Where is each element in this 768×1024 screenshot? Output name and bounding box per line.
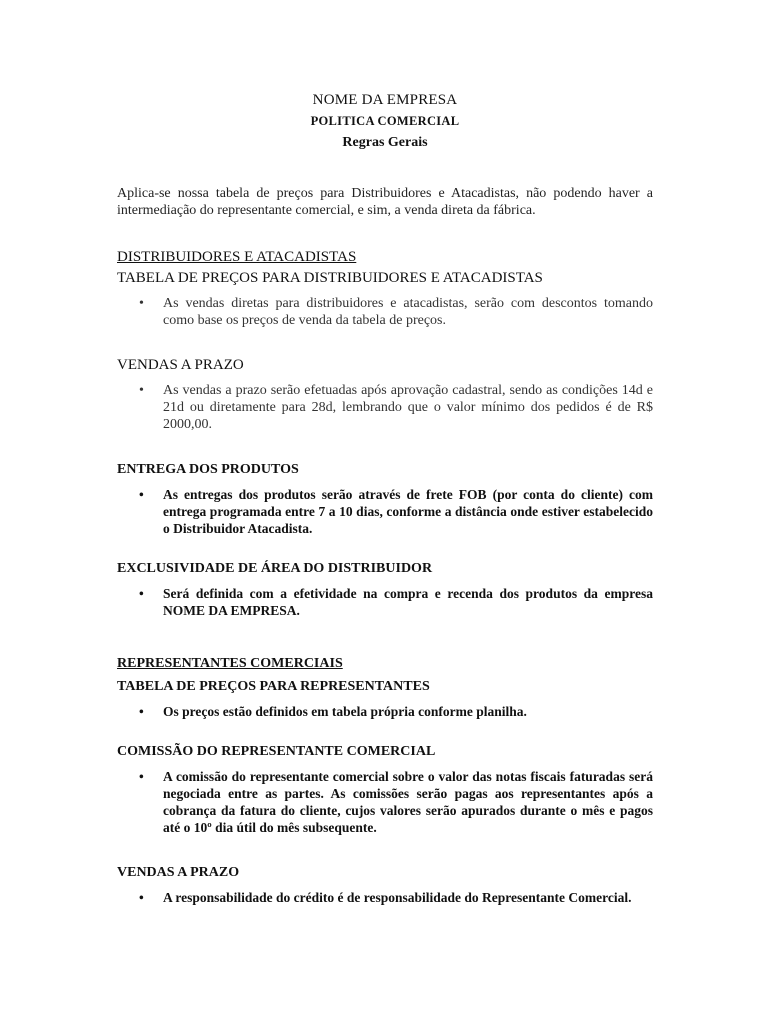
list-item-text: As entregas dos produtos serão através de frete FOB (por conta do cliente) com entrega programada entre 7 a 10 dias, conforme a distância onde estiver estabelecido o Distribuidor Atacadista. bbox=[163, 487, 653, 536]
comissao-representante-heading: COMISSÃO DO REPRESENTANTE COMERCIAL bbox=[117, 744, 436, 759]
list-item bbox=[117, 295, 653, 329]
bullet-icon: • bbox=[139, 704, 144, 719]
bullet-icon: • bbox=[139, 769, 144, 784]
list-item-text: A responsabilidade do crédito é de responsabilidade do Representante Comercial. bbox=[163, 890, 632, 905]
tabela-representantes-heading: TABELA DE PREÇOS PARA REPRESENTANTES bbox=[117, 679, 430, 694]
list-item bbox=[117, 889, 653, 906]
comissao-representante-list bbox=[117, 768, 653, 836]
list-item-text: Será definida com a efetividade na compra e recenda dos produtos da empresa NOME DA EMPRESA. bbox=[163, 586, 653, 618]
vendas-prazo-representantes-heading: VENDAS A PRAZO bbox=[117, 865, 240, 880]
entrega-produtos-list bbox=[117, 486, 653, 537]
list-item-text: As vendas a prazo serão efetuadas após aprovação cadastral, sendo as condições 14d e 21d ou diretamente para 28d, lembrando que o valor mínimo dos pedidos é de R$ 2000,00. bbox=[163, 383, 653, 432]
list-item bbox=[117, 585, 653, 619]
list-item bbox=[117, 486, 653, 537]
list-item bbox=[117, 768, 653, 836]
bullet-icon: • bbox=[139, 383, 144, 398]
document-content bbox=[117, 92, 653, 906]
intro-paragraph: Aplica-se nossa tabela de preços para Distribuidores e Atacadistas, não podendo haver a intermediação do representante comercial, e sim, a venda direta da fábrica. bbox=[117, 186, 653, 218]
list-item-text: A comissão do representante comercial sobre o valor das notas fiscais faturadas será negociada entre as partes. As comissões serão pagas aos representantes após a cobrança da fatura do cliente, cujos valores serão apurados durante o mês e pagos até o 10º dia útil do mês subsequente. bbox=[163, 769, 653, 835]
entrega-produtos-heading: ENTREGA DOS PRODUTOS bbox=[117, 462, 299, 477]
section-representantes-title: REPRESENTANTES COMERCIAIS bbox=[117, 656, 343, 671]
tabela-distribuidores-list bbox=[117, 295, 653, 329]
exclusividade-area-heading: EXCLUSIVIDADE DE ÁREA DO DISTRIBUIDOR bbox=[117, 561, 433, 576]
vendas-prazo-distribuidores-heading: VENDAS A PRAZO bbox=[117, 357, 244, 373]
policy-title: POLITICA COMERCIAL bbox=[310, 114, 460, 128]
tabela-representantes-list bbox=[117, 703, 653, 720]
exclusividade-area-list bbox=[117, 585, 653, 619]
list-item-text: Os preços estão definidos em tabela própria conforme planilha. bbox=[163, 704, 527, 719]
bullet-icon: • bbox=[139, 890, 144, 905]
tabela-distribuidores-heading: TABELA DE PREÇOS PARA DISTRIBUIDORES E ATACADISTAS bbox=[117, 270, 543, 286]
list-item bbox=[117, 382, 653, 433]
bullet-icon: • bbox=[139, 586, 144, 601]
section-distribuidores-title: DISTRIBUIDORES E ATACADISTAS bbox=[117, 249, 357, 265]
bullet-icon: • bbox=[139, 296, 144, 311]
vendas-prazo-representantes-list bbox=[117, 889, 653, 906]
vendas-prazo-distribuidores-list bbox=[117, 382, 653, 433]
bullet-icon: • bbox=[139, 487, 144, 502]
list-item-text: As vendas diretas para distribuidores e atacadistas, serão com descontos tomando como base os preços de venda da tabela de preços. bbox=[163, 296, 653, 328]
rules-title: Regras Gerais bbox=[342, 135, 428, 150]
company-name: NOME DA EMPRESA bbox=[312, 92, 458, 108]
list-item bbox=[117, 703, 653, 720]
